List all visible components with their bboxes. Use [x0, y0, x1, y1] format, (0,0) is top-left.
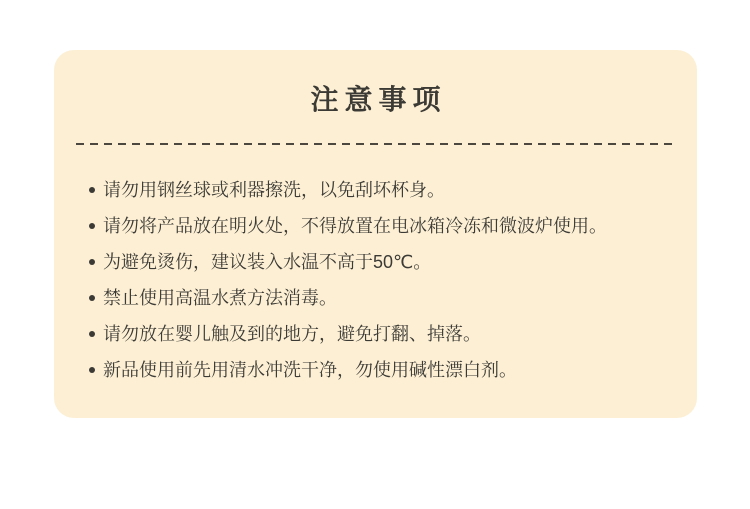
- note-text: 禁止使用高温水煮方法消毒。: [103, 288, 337, 308]
- notes-list: [54, 172, 697, 388]
- note-text: 请勿用钢丝球或利器擦洗，以免刮坏杯身。: [103, 180, 445, 200]
- bullet-dot-icon: [89, 367, 95, 373]
- notice-card: [54, 50, 697, 418]
- bullet-dot-icon: [89, 223, 95, 229]
- bullet-dot-icon: [89, 259, 95, 265]
- bullet-dot-icon: [89, 187, 95, 193]
- note-text: 为避免烫伤，建议装入水温不高于50℃。: [103, 252, 432, 272]
- note-item: [89, 316, 677, 352]
- note-item: [89, 352, 677, 388]
- card-title: 注意事项: [310, 84, 447, 115]
- note-item: [89, 208, 677, 244]
- note-text: 请勿放在婴儿触及到的地方，避免打翻、掉落。: [103, 324, 481, 344]
- note-item: [89, 244, 677, 280]
- dashed-divider: [76, 143, 673, 145]
- note-item: [89, 172, 677, 208]
- note-text: 新品使用前先用清水冲洗干净，勿使用碱性漂白剂。: [103, 360, 517, 380]
- bullet-dot-icon: [89, 295, 95, 301]
- note-text: 请勿将产品放在明火处，不得放置在电冰箱冷冻和微波炉使用。: [103, 216, 607, 236]
- note-item: [89, 280, 677, 316]
- bullet-dot-icon: [89, 331, 95, 337]
